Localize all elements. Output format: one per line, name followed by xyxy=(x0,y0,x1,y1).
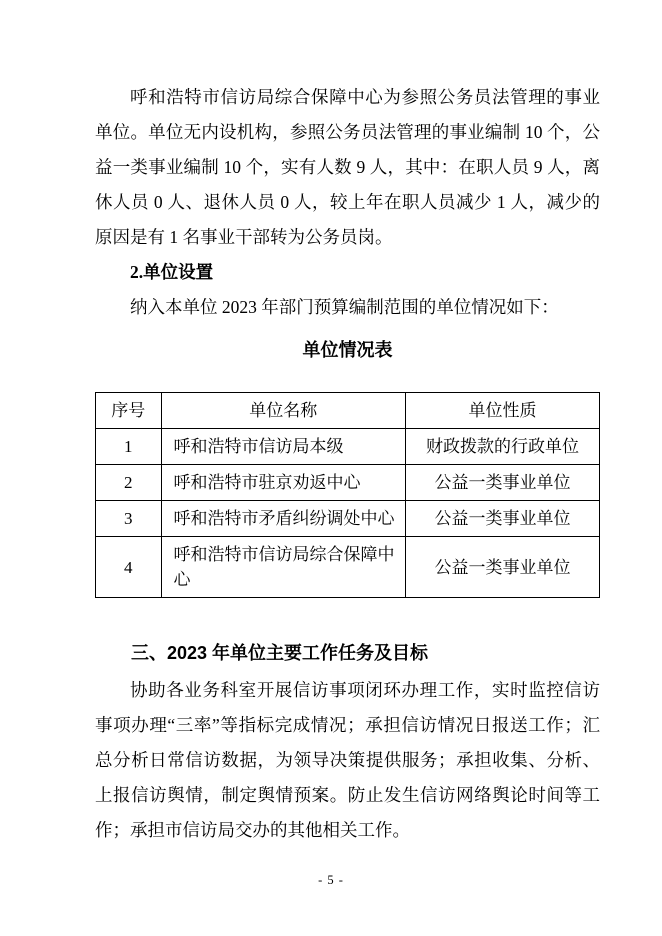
table-row xyxy=(96,537,600,598)
cell-unit-name: 呼和浩特市信访局综合保障中心 xyxy=(161,537,405,598)
cell-unit-name: 呼和浩特市矛盾纠纷调处中心 xyxy=(161,501,405,537)
cell-unit-type: 公益一类事业单位 xyxy=(405,501,599,537)
unit-table xyxy=(95,392,600,598)
table-row xyxy=(96,465,600,501)
cell-index: 3 xyxy=(96,501,162,537)
cell-index: 1 xyxy=(96,429,162,465)
header-cell-unit-type: 单位性质 xyxy=(405,393,599,429)
cell-unit-type: 财政拨款的行政单位 xyxy=(405,429,599,465)
cell-unit-name: 呼和浩特市信访局本级 xyxy=(161,429,405,465)
page-number: - 5 - xyxy=(318,873,344,887)
scope-paragraph: 纳入本单位 2023 年部门预算编制范围的单位情况如下： xyxy=(130,297,559,317)
tasks-paragraph: 协助各业务科室开展信访事项闭环办理工作，实时监控信访事项办理“三率”等指标完成情况；承担信访情况日报送工作；汇总分析日常信访数据，为领导决策提供服务；承担收集、分析、上报信访舆情，制定舆情预案。防止发生信访网络舆论时间等工作；承担市信访局交办的其他相关工作。 xyxy=(95,680,600,840)
section3-heading: 三、2023 年单位主要工作任务及目标 xyxy=(131,643,429,663)
header-cell-unit-name: 单位名称 xyxy=(161,393,405,429)
unit-setup-heading: 2.单位设置 xyxy=(130,262,214,282)
unit-table-title: 单位情况表 xyxy=(302,340,393,360)
cell-unit-name: 呼和浩特市驻京劝返中心 xyxy=(161,465,405,501)
header-cell-index: 序号 xyxy=(96,393,162,429)
cell-index: 4 xyxy=(96,537,162,598)
table-header-row xyxy=(96,393,600,429)
cell-index: 2 xyxy=(96,465,162,501)
intro-paragraph: 呼和浩特市信访局综合保障中心为参照公务员法管理的事业单位。单位无内设机构，参照公务员法管理的事业编制 10 个，公益一类事业编制 10 个，实有人数 9 人，其中：在职人员 9 人，离休人员 0 人、退休人员 0 人，较上年在职人员减少 1 人，减少的原因是有 1 名事业干部转为公务员岗。 xyxy=(95,87,600,247)
cell-unit-type: 公益一类事业单位 xyxy=(405,465,599,501)
table-row xyxy=(96,429,600,465)
table-row xyxy=(96,501,600,537)
cell-unit-type: 公益一类事业单位 xyxy=(405,537,599,598)
